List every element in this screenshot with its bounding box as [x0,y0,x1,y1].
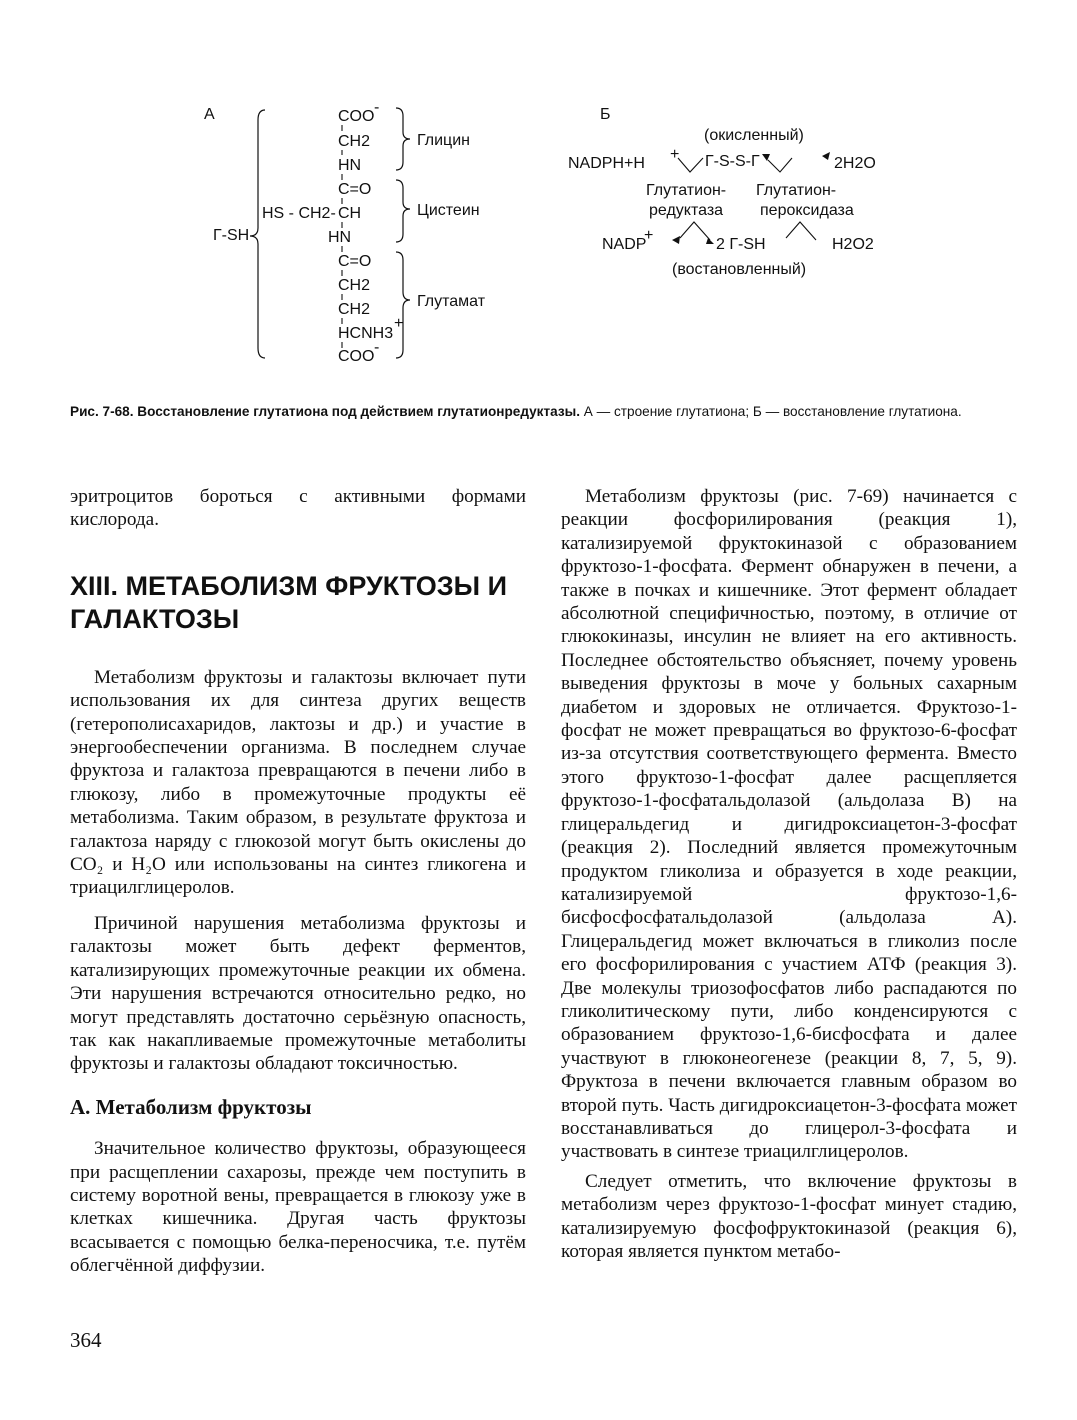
gssg-label: Г-S-S-Г [705,153,760,170]
gsh-label: Г-SH [213,227,250,244]
nadph-label: NADPH+H [568,155,645,172]
caption-bold: Рис. 7-68. Восстановление глутатиона под действием глутатионредуктазы. [70,404,581,419]
peroxidase-arc-bottom [786,222,816,240]
charge-plus: + [394,315,404,332]
nadph-plus: + [670,146,680,163]
reductase-arc-bottom [680,222,710,240]
glycine-brace [396,108,410,170]
formula-ch2-3: CH2 [338,301,371,318]
glycine-label: Глицин [417,132,470,149]
formula-hn-2: HN [328,229,352,246]
arrowhead-h2o [822,152,830,160]
cysteine-label: Цистеин [417,202,480,219]
section-heading: XIII. МЕТАБОЛИЗМ ФРУКТОЗЫ И ГАЛАКТОЗЫ [70,570,508,634]
nadp-plus: + [644,227,654,244]
formula-hs-ch2: HS - CH2- [262,205,336,222]
enzyme1-line1: Глутатион- [646,182,727,199]
subsection-heading: А. Метаболизм фруктозы [70,1094,312,1119]
peroxidase-arc-top [768,158,792,172]
formula-co-1: C=O [338,181,372,198]
formula-coo-bottom: COO [338,348,375,365]
page-number: 364 [70,1328,102,1352]
left-column [70,485,526,1278]
formula-hcnh3: HCNH3 [338,325,394,342]
glutamate-label: Глутамат [417,293,486,310]
h2o-label: 2H2O [834,155,876,172]
enzyme2-line1: Глутатион- [756,182,837,199]
formula-coo-top: COO [338,108,375,125]
reduced-label: (востановленный) [672,261,807,278]
formula-ch2-2: CH2 [338,277,371,294]
arrowhead-nadp [672,236,680,244]
caption-rest: А — строение глутатиона; Б — восстановление глутатиона. [580,404,962,419]
paragraph-continued: эритроцитов бороться с активными формами кислорода. [70,486,526,531]
right-column [561,485,1017,1263]
reductase-arc-top [678,158,703,172]
paragraph: Метаболизм фруктозы и галактозы включает пути использования их для синтеза других веществ (гетерополисахаридов, лактозы и др.) и участие в энергообеспечении организма. В последнем случае фруктоза и галактоза превращаются в печени либо в глюкозу, либо в промежуточные продукты её метаболизма. Таким образом, в результате фруктоза и галактоза наряду с глюкозой могут быть окислены до CO₂ и H₂O или использованы на синтез гликогена и триацилглицеролов. [70,666,526,899]
cysteine-brace [396,180,410,242]
paragraph: Значительное количество фруктозы, образующееся при расщеплении сахарозы, прежде чем поступить в систему воротной вены, превращается в глюкозу уже в клетках кишечника. Другая часть фруктозы всасывается с помощью белка-переносчика, т.е. путём облегчённой диффузии. [70,1138,526,1277]
gsh2-label: 2 Г-SH [716,236,766,253]
formula-co-2: C=O [338,253,372,270]
panel-b-label: Б [600,106,611,123]
glutathione-figure [0,0,1077,390]
oxidized-label: (окисленный) [704,127,804,144]
enzyme1-line2: редуктаза [649,202,724,219]
charge-minus: - [374,99,380,116]
charge-minus-2: - [374,339,380,356]
paragraph: Метаболизм фруктозы (рис. 7-69) начинается с реакции фосфорилирования (реакция 1), катализируемой фруктокиназой с образованием фруктозо-1-фосфата. Фермент обнаружен в печени, а также в почках и кишечнике. Этот фермент обладает абсолютной специфичностью, поэтому, в отличие от глюкокиназы, инсулин не влияет на его активность. Последнее обстоятельство объясняет, почему уровень выведения фруктозы в моче у больных сахарным диабетом и здоровых не отличается. Фруктозо-1-фосфат не может превращаться во фруктозо-6-фосфат из-за отсутствия соответствующего фермента. Вместо этого фруктозо-1-фосфат далее расщепляется фруктозо-1-фосфатальдолазой (альдолаза В) на глицеральдегид и дигидроксиацетон-3-фосфат (реакция 2). Последний является промежуточным продуктом гликолиза и образуется в ходе реакции, катализируемой фруктозо-1,6-бисфосфосфатальдолазой (альдолаза А). Глицеральдегид может включаться в гликолиз после его фосфорилирования с участием АТФ (реакция 3). Две молекулы триозофосфатов либо распадаются по гликолитическому пути, либо конденсируются с образованием фруктозо-1,6-бисфосфата и далее участвуют в глюконеогенезе (реакции 8, 7, 5, 9). Фруктоза в печени включается главным образом во второй путь. Часть дигидроксиацетон-3-фосфата может восстанавливаться до глицерол-3-фосфата и участвовать в синтезе триацилглицеролов. [561,486,1017,1163]
glutamate-brace [396,252,410,358]
figure-caption [70,402,1020,421]
paragraph: Следует отметить, что включение фруктозы в метаболизм через фруктозо-1-фосфат минует стадию, катализируемую фосфофруктокиназой (реакция 6), которая является пунктом метабо- [561,1170,1017,1262]
formula-hn-1: HN [338,157,362,174]
enzyme2-line2: пероксидаза [760,202,854,219]
nadp-label: NADP [602,236,647,253]
formula-ch2-1: CH2 [338,133,371,150]
arrowhead-gssg [762,154,770,161]
gsh-brace [250,110,265,358]
h2o2-label: H2O2 [832,236,874,253]
paragraph: Причиной нарушения метаболизма фруктозы и галактозы может быть дефект ферментов, катализирующих промежуточные реакции их обмена. Эти нарушения встречаются относительно редко, но могут представлять достаточно серьёзную опасность, так как накапливаемые промежуточные метаболиты фруктозы и галактозы обладают токсичностью. [70,912,526,1075]
formula-ch: CH [338,205,362,222]
arrowhead-gsh [706,238,714,244]
panel-a-label: А [204,106,215,123]
